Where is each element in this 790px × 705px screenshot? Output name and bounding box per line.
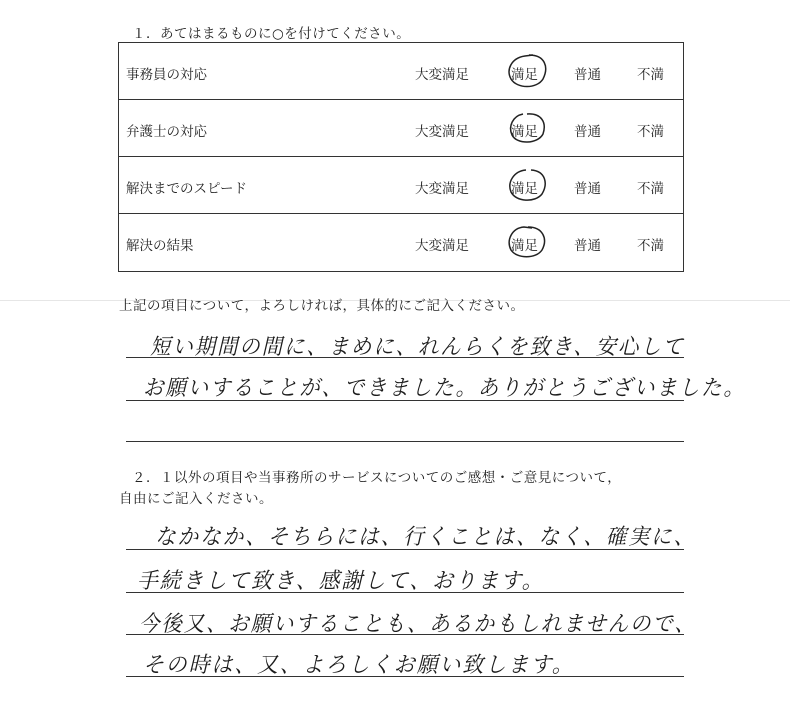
handwritten-feedback-line: その時は、又、よろしくお願い致します。 [143,653,575,678]
selection-circle-icon [505,165,551,205]
rating-row [119,214,683,271]
option-normal[interactable]: 普通 [574,181,601,197]
option-satisfied[interactable]: 満足 [511,238,538,254]
option-satisfied[interactable]: 満足 [511,67,538,83]
selection-circle-icon [505,108,551,148]
option-very-satisfied[interactable]: 大変満足 [415,124,469,140]
selection-circle-icon [505,51,551,91]
option-dissatisfied[interactable]: 不満 [637,238,664,254]
rating-row-label: 解決の結果 [126,238,194,254]
rating-row [119,43,683,100]
option-satisfied[interactable]: 満足 [511,124,538,140]
rating-row-label: 弁護士の対応 [126,124,207,140]
section2-heading-continued: 自由にご記入ください。 [119,491,273,507]
option-normal[interactable]: 普通 [574,124,601,140]
handwritten-comment-line: お願いすることが、できました。ありがとうございました。 [143,376,746,401]
rating-table [118,42,684,272]
selection-circle-icon [505,222,551,262]
option-dissatisfied[interactable]: 不満 [637,124,664,140]
option-very-satisfied[interactable]: 大変満足 [415,181,469,197]
section1-heading: １．あてはまるものに○を付けてください。 [132,26,411,42]
writing-line [126,634,684,635]
option-satisfied[interactable]: 満足 [511,181,538,197]
section2-heading: ２．１以外の項目や当事務所のサービスについてのご感想・ご意見について， [132,470,622,486]
writing-line [126,441,684,442]
writing-line [126,676,684,677]
rating-row-label: 解決までのスピード [126,181,247,197]
comment-prompt: 上記の項目について，よろしければ，具体的にご記入ください。 [119,298,525,314]
option-very-satisfied[interactable]: 大変満足 [415,67,469,83]
option-normal[interactable]: 普通 [574,238,601,254]
option-very-satisfied[interactable]: 大変満足 [415,238,469,254]
writing-line [126,357,684,358]
handwritten-feedback-line: 今後又、お願いすることも、あるかもしれませんので、 [139,612,697,637]
writing-line [126,549,684,550]
handwritten-comment-line: 短い期間の間に、まめに、れんらくを致き、安心して [150,335,685,360]
writing-line [126,400,684,401]
option-normal[interactable]: 普通 [574,67,601,83]
rating-row [119,100,683,157]
handwritten-feedback-line: 手続きして致き、感謝して、おります。 [137,569,545,594]
rating-row [119,157,683,214]
writing-line [126,592,684,593]
option-dissatisfied[interactable]: 不満 [637,181,664,197]
rating-row-label: 事務員の対応 [126,67,207,83]
option-dissatisfied[interactable]: 不満 [637,67,664,83]
handwritten-feedback-line: なかなか、そちらには、行くことは、なく、確実に、 [155,525,697,550]
